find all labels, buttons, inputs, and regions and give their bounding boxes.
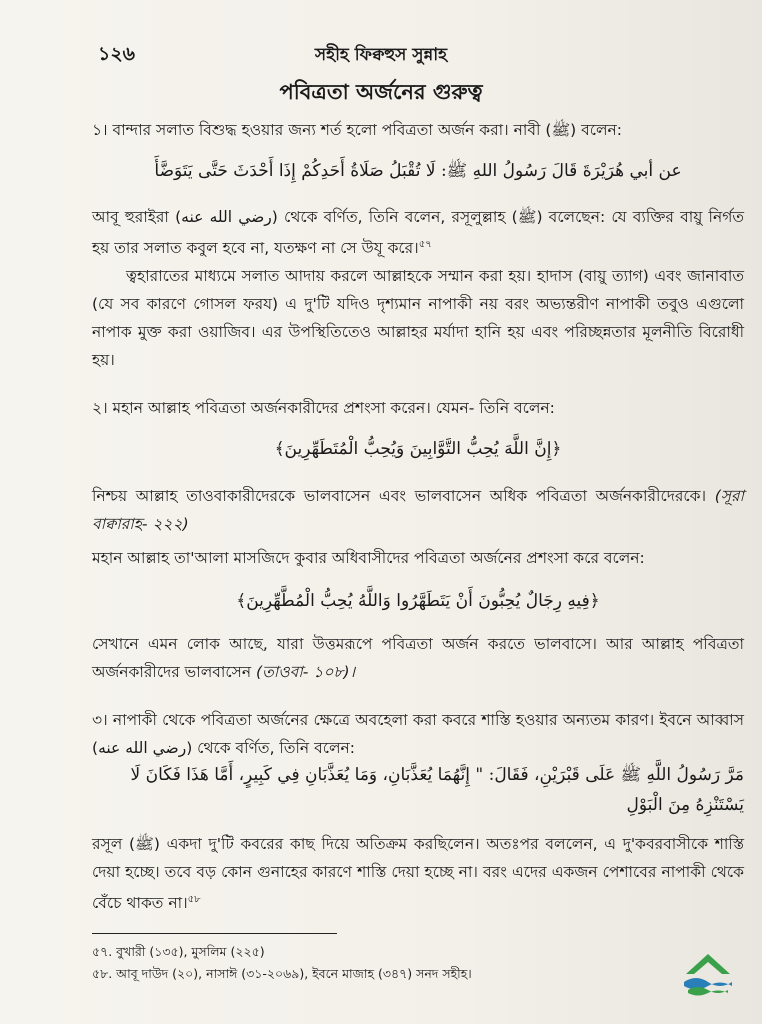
- chapter-title: পবিত্রতা অর্জনের গুরুত্ব: [279, 80, 483, 104]
- section-2-arabic-1: [92, 434, 744, 464]
- paragraph: ত্বহারাতের মাধ্যমে সলাত আদায় করলে আল্লাহকে সম্মান করা হয়। হাদাস (বায়ু ত্যাগ) এবং জানাবাত (যে সব কারণে গোসল ফরয) এ দু'টি যদিও দৃশ্যমান নাপাকী নয় বরং অভ্যন্তরীণ নাপাকী তবুও এগুলো নাপাক মুক্ত করা ওয়াজিব। এর উপস্থিতিতেও আল্লাহর মর্যাদা হানি হয় এবং পরিচ্ছন্নতার মূলনীতি বিরোধী হয়।: [92, 267, 744, 369]
- footnote-ref: ৫৮: [187, 894, 201, 905]
- section-2-arabic-2: [92, 586, 744, 616]
- translation-text: সেখানে এমন লোক আছে, যারা উত্তমরূপে পবিত্রতা অর্জন করতে ভালবাসে। আর আল্লাহ পবিত্রতা অর্জনকারীদের ভালবাসেন: [92, 635, 744, 681]
- footnote-57: ৫৭. বুখারী (১৩৫), মুসলিম (২২৫): [92, 944, 265, 959]
- arabic-verse: ﴿إِنَّ اللَّهَ يُحِبُّ التَّوَّابِينَ وَيُحِبُّ الْمُتَطَهِّرِينَ﴾: [274, 439, 562, 459]
- publisher-logo-icon: [678, 944, 738, 1000]
- paragraph: ২। মহান আল্লাহ পবিত্রতা অর্জনকারীদের প্রশংসা করেন। যেমন- তিনি বলেন:: [92, 399, 555, 417]
- section-2-intro: [92, 394, 744, 422]
- paragraph: ৩। নাপাকী থেকে পবিত্রতা অর্জনের ক্ষেত্রে অবহেলা করা কবরে শাস্তি হওয়ার অন্যতম কারণ। ইবনে আব্বাস (رضي الله عنه) থেকে বর্ণিত, তিনি বলেন:: [92, 711, 744, 757]
- section-1-arabic: [92, 156, 744, 186]
- running-title: সহীহ ফিক্বহুস সুন্নাহ: [314, 45, 448, 65]
- footnote-divider: [92, 933, 337, 934]
- section-1-translation: [92, 203, 744, 262]
- section-3-intro: [92, 706, 744, 762]
- section-3-translation: [92, 830, 744, 917]
- paragraph: মহান আল্লাহ তা'আলা মাসজিদে কুবার অধিবাসীদের পবিত্রতা অর্জনের প্রশংসা করে বলেন:: [92, 549, 645, 567]
- footnote-58: ৫৮. আবূ দাউদ (২০), নাসাঈ (৩১-২০৬৯), ইবনে মাজাহ (৩৪৭) সনদ সহীহ।: [92, 966, 472, 981]
- surah-reference: (সূরা বাক্বারাহ- ২২২): [92, 487, 744, 533]
- section-2-translation-2: [92, 630, 744, 686]
- arabic-verse: ﴿فِيهِ رِجَالٌ يُحِبُّونَ أَنْ يَتَطَهَّرُوا وَاللَّهُ يُحِبُّ الْمُطَّهِّرِينَ﴾: [236, 591, 600, 611]
- translation-text: নিশ্চয় আল্লাহ তাওবাকারীদেরকে ভালবাসেন এবং ভালবাসেন অধিক পবিত্রতা অর্জনকারীদেরকে।: [92, 487, 706, 505]
- section-1-intro: [92, 116, 744, 144]
- section-3-arabic: [92, 760, 744, 820]
- surah-reference: (তাওবা- ১০৮)।: [256, 663, 356, 681]
- page-number: ১২৬: [98, 43, 136, 65]
- paragraph: [92, 830, 744, 917]
- section-2-lead-2: [92, 544, 744, 572]
- paragraph: [92, 482, 744, 538]
- arabic-hadith: عن أبي هُرَيْرَةَ قَالَ رَسُولُ اللهِ ﷺ: لَا تُقْبَلُ صَلَاةُ أَحَدِكُمْ إِذَا أَحْدَثَ حَتَّى يَتَوَضَّأَ: [154, 161, 682, 181]
- paragraph: [92, 203, 744, 262]
- footnote-ref: ৫৭: [418, 239, 432, 250]
- section-1-explanation: [92, 262, 744, 374]
- translation-text: আবূ হুরাইরা (رضي الله عنه) থেকে বর্ণিত, তিনি বলেন, রসূলুল্লাহ (ﷺ) বলেছেন: যে ব্যক্তির বায়ু নির্গত হয় তার সলাত কবুল হবে না, যতক্ষণ না সে উযূ করে।: [92, 208, 745, 258]
- paragraph: ১। বান্দার সলাত বিশুদ্ধ হওয়ার জন্য শর্ত হলো পবিত্রতা অর্জন করা। নাবী (ﷺ) বলেন:: [92, 121, 623, 139]
- translation-text: রসূল (ﷺ) একদা দু'টি কবরের কাছ দিয়ে অতিক্রম করছিলেন। অতঃপর বললেন, এ দু'কবরবাসীকে শাস্তি দেয়া হচ্ছে। তবে বড় কোন গুনাহের কারণে শাস্তি দেয়া হচ্ছে না। বরং এদের একজন পেশাবের নাপাকী থেকে বেঁচে থাকত না।: [92, 835, 744, 913]
- arabic-hadith: مَرَّ رَسُولُ اللَّهِ ﷺ عَلَى قَبْرَيْنِ، فَقَالَ: " إِنَّهُمَا يُعَذَّبَانِ، وَمَا يُعَذَّبَانِ فِي كَبِيرٍ، أَمَّا هَذَا فَكَانَ لَا يَسْتَنْزِهُ مِنَ الْبَوْلِ: [130, 765, 744, 815]
- paragraph: [92, 630, 744, 686]
- section-2-translation-1: [92, 482, 744, 538]
